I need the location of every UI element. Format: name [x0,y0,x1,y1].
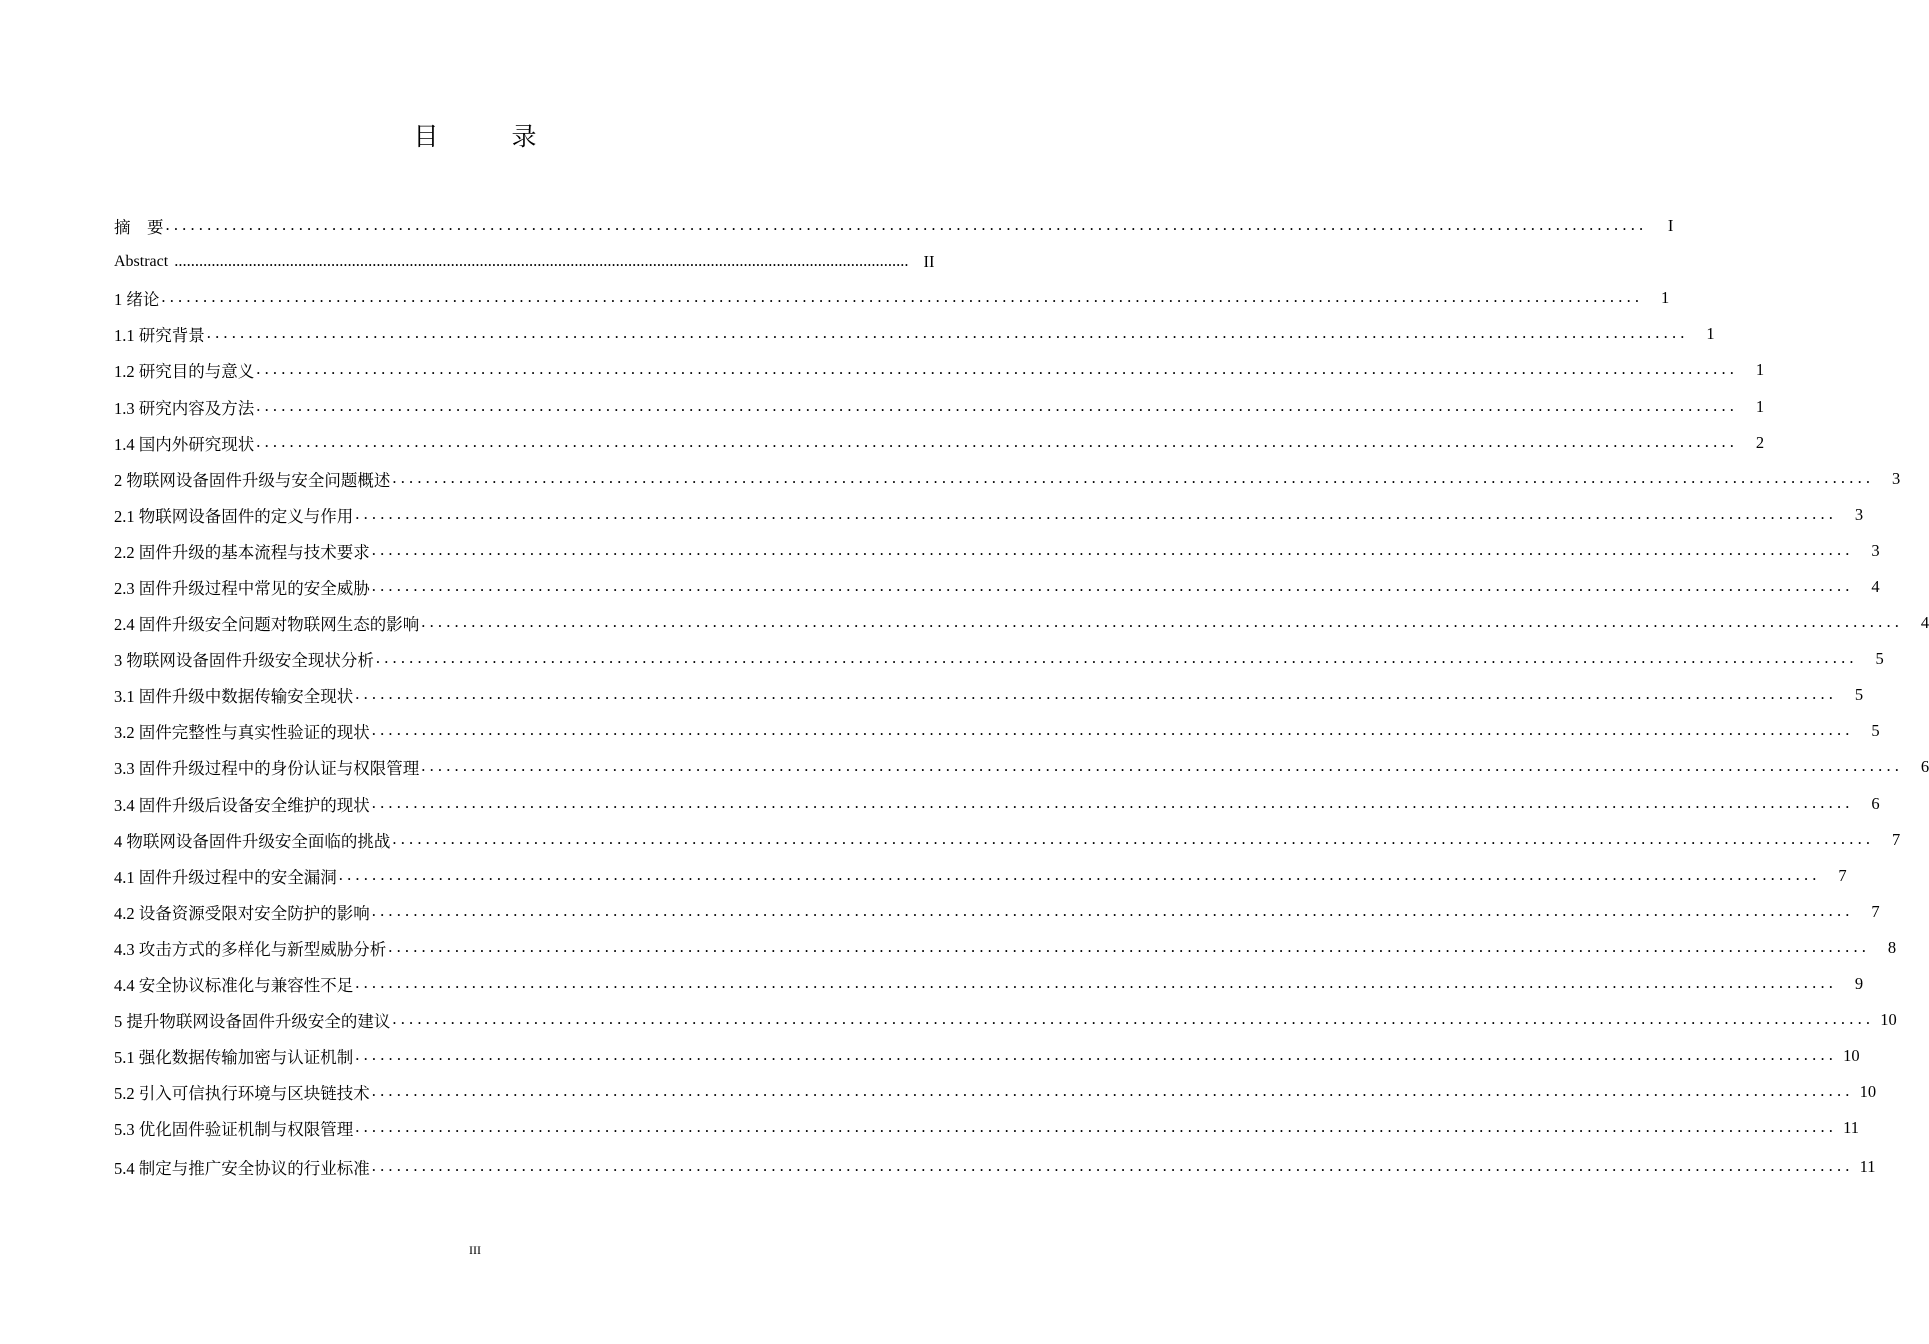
toc-leader-dots: .................................................................................................................................................................................. [421,756,1904,776]
toc-entry-label: 5 提升物联网设备固件升级安全的建议 [114,1012,391,1032]
toc-leader-dots: .................................................................................................................................................................................. [371,900,1854,920]
toc-entry-page: 4 [1920,613,1929,633]
toc-leader-dots: .................................................................................................................................................................................. [375,648,1858,668]
toc-entry-section-5-4[interactable] [114,1149,1876,1185]
toc-entry-label: 4.1 固件升级过程中的安全漏洞 [114,867,337,887]
toc-entry-section-4-1[interactable] [114,858,1847,894]
toc-entry-label: Abstract [114,253,169,271]
toc-leader-dots: .................................................................................................................................................................................. [355,1045,1838,1065]
toc-entry-label: 2.2 固件升级的基本流程与技术要求 [114,542,370,562]
toc-leader-dots: .................................................................................................................................................................................. [371,1156,1854,1176]
toc-entry-label: 摘 要 [114,218,164,238]
toc-entry-section-1-2[interactable] [114,352,1765,388]
toc-leader-dots: .................................................................................................................................................................................. [256,395,1739,415]
toc-leader-dots: .................................................................................................................................................................................. [161,287,1644,307]
toc-leader-dots: .................................................................................................................................................................................. [165,215,1648,235]
toc-entry-section-2-2[interactable] [114,533,1880,569]
toc-entry-chapter-5[interactable] [114,1002,1897,1038]
table-of-contents [114,208,1929,1186]
toc-entry-label: 1.1 研究背景 [114,326,205,346]
toc-entry-page: 7 [1891,829,1901,849]
toc-entry-label: 1.2 研究目的与意义 [114,362,255,382]
toc-entry-section-3-3[interactable] [114,749,1929,785]
toc-leader-dots: .................................................................................................................................................................................. [206,323,1689,343]
toc-leader-dots: .................................................................................................................................................................................. [256,359,1739,379]
toc-entry-page: II [923,252,935,272]
toc-leader-dots: .................................................................................................................................................................................. [355,1117,1838,1137]
toc-entry-section-1-3[interactable] [114,388,1765,424]
toc-entry-page: 11 [1843,1118,1859,1138]
toc-entry-page: 10 [1880,1010,1897,1030]
toc-leader-dots: .................................................................................................................................................................................. [371,1081,1854,1101]
toc-entry-page: 10 [1859,1082,1877,1102]
toc-entry-page: 1 [1755,396,1765,416]
toc-entry-page: 3 [1854,504,1864,524]
toc-entry-page: 2 [1755,432,1765,452]
toc-leader-dots: .................................................................................................................................................................................. [371,720,1854,740]
toc-entry-page: 7 [1871,901,1880,921]
toc-entry-label: 2.1 物联网设备固件的定义与作用 [114,506,354,526]
toc-leader-dots: .................................................................................................................................................................................. [421,612,1904,632]
toc-entry-page: 3 [1891,468,1901,488]
toc-leader-dots: .................................................................................................................................................................................. [392,1009,1875,1029]
toc-entry-label: 5.2 引入可信执行环境与区块链技术 [114,1084,370,1104]
toc-entry-page: 6 [1871,793,1880,813]
toc-entry-section-1-1[interactable] [114,316,1715,352]
toc-entry-label: 2.4 固件升级安全问题对物联网生态的影响 [114,615,420,635]
toc-entry-section-2-3[interactable] [114,569,1880,605]
toc-entry-label: 4 物联网设备固件升级安全面临的挑战 [114,831,391,851]
toc-leader-dots: .................................................................................................................................................................................. [355,503,1838,523]
toc-entry-section-1-4[interactable] [114,425,1765,461]
toc-leader-dots: .................................................................................................................................................................................. [392,828,1875,848]
toc-entry-label: 1.4 国内外研究现状 [114,434,255,454]
toc-entry-page: 4 [1871,576,1880,596]
toc-entry-abstract-zh[interactable] [114,208,1674,244]
toc-entry-label: 4.4 安全协议标准化与兼容性不足 [114,976,354,996]
toc-entry-label: 5.3 优化固件验证机制与权限管理 [114,1120,354,1140]
toc-entry-page: I [1667,216,1674,236]
toc-entry-page: 1 [1706,324,1715,344]
toc-entry-section-5-2[interactable] [114,1074,1877,1110]
toc-entry-label: 3.2 固件完整性与真实性验证的现状 [114,723,370,743]
toc-entry-label: 2.3 固件升级过程中常见的安全威胁 [114,578,370,598]
toc-entry-section-2-1[interactable] [114,497,1864,533]
toc-entry-page: 10 [1843,1046,1860,1066]
toc-entry-page: 5 [1871,721,1880,741]
toc-entry-label: 3.3 固件升级过程中的身份认证与权限管理 [114,759,420,779]
toc-entry-section-3-4[interactable] [114,786,1880,822]
toc-entry-chapter-4[interactable] [114,822,1901,858]
toc-leader-dots: .................................................................................................................................................................................. [256,431,1739,451]
toc-entry-section-5-1[interactable] [114,1038,1860,1074]
toc-leader-dots: .................................................................................................................................................................................. [371,575,1854,595]
toc-entry-section-3-2[interactable] [114,713,1880,749]
toc-entry-label: 3 物联网设备固件升级安全现状分析 [114,651,374,671]
page-number: III [469,1243,481,1257]
toc-entry-section-4-2[interactable] [114,894,1880,930]
toc-entry-section-4-3[interactable] [114,930,1897,966]
toc-entry-section-3-1[interactable] [114,677,1864,713]
toc-leader-dots: .................................................................................................................................................................................. [371,792,1854,812]
toc-entry-page: 1 [1660,288,1670,308]
toc-entry-label: 4.2 设备资源受限对安全防护的影响 [114,903,370,923]
toc-leader-dots: .................................................................................................................................................................................. [338,864,1821,884]
toc-entry-section-2-4[interactable] [114,605,1929,641]
toc-entry-page: 6 [1920,757,1929,777]
toc-entry-label: 1.3 研究内容及方法 [114,398,255,418]
toc-leader-dots: .................................................................................................................................................................................. [388,936,1871,956]
toc-entry-chapter-2[interactable] [114,461,1901,497]
toc-entry-abstract-en[interactable] [114,244,935,280]
toc-entry-label: 3.4 固件升级后设备安全维护的现状 [114,795,370,815]
toc-entry-chapter-1[interactable] [114,280,1670,316]
toc-entry-page: 11 [1859,1157,1876,1177]
toc-entry-page: 1 [1755,360,1765,380]
toc-entry-page: 9 [1854,974,1864,994]
toc-entry-chapter-3[interactable] [114,641,1884,677]
toc-entry-page: 3 [1871,540,1880,560]
toc-entry-label: 5.4 制定与推广安全协议的行业标准 [114,1159,370,1179]
toc-entry-section-4-4[interactable] [114,966,1864,1002]
toc-entry-label: 3.1 固件升级中数据传输安全现状 [114,687,354,707]
page-title: 目 录 [413,124,561,151]
toc-entry-label: 1 绪论 [114,290,160,310]
toc-leader-dots: .................................................................................................................................................................................. [355,973,1838,993]
toc-leader-dots: .................................................................................................................................................................................. [174,251,909,271]
toc-entry-page: 8 [1887,937,1897,957]
toc-leader-dots: .................................................................................................................................................................................. [392,467,1875,487]
toc-entry-page: 5 [1854,685,1864,705]
toc-entry-label: 2 物联网设备固件升级与安全问题概述 [114,470,391,490]
toc-entry-page: 5 [1875,649,1884,669]
toc-entry-page: 7 [1838,865,1847,885]
toc-leader-dots: .................................................................................................................................................................................. [355,684,1838,704]
toc-entry-section-5-3[interactable] [114,1110,1859,1146]
toc-leader-dots: .................................................................................................................................................................................. [371,539,1854,559]
toc-entry-label: 4.3 攻击方式的多样化与新型威胁分析 [114,939,387,959]
toc-entry-label: 5.1 强化数据传输加密与认证机制 [114,1048,354,1068]
